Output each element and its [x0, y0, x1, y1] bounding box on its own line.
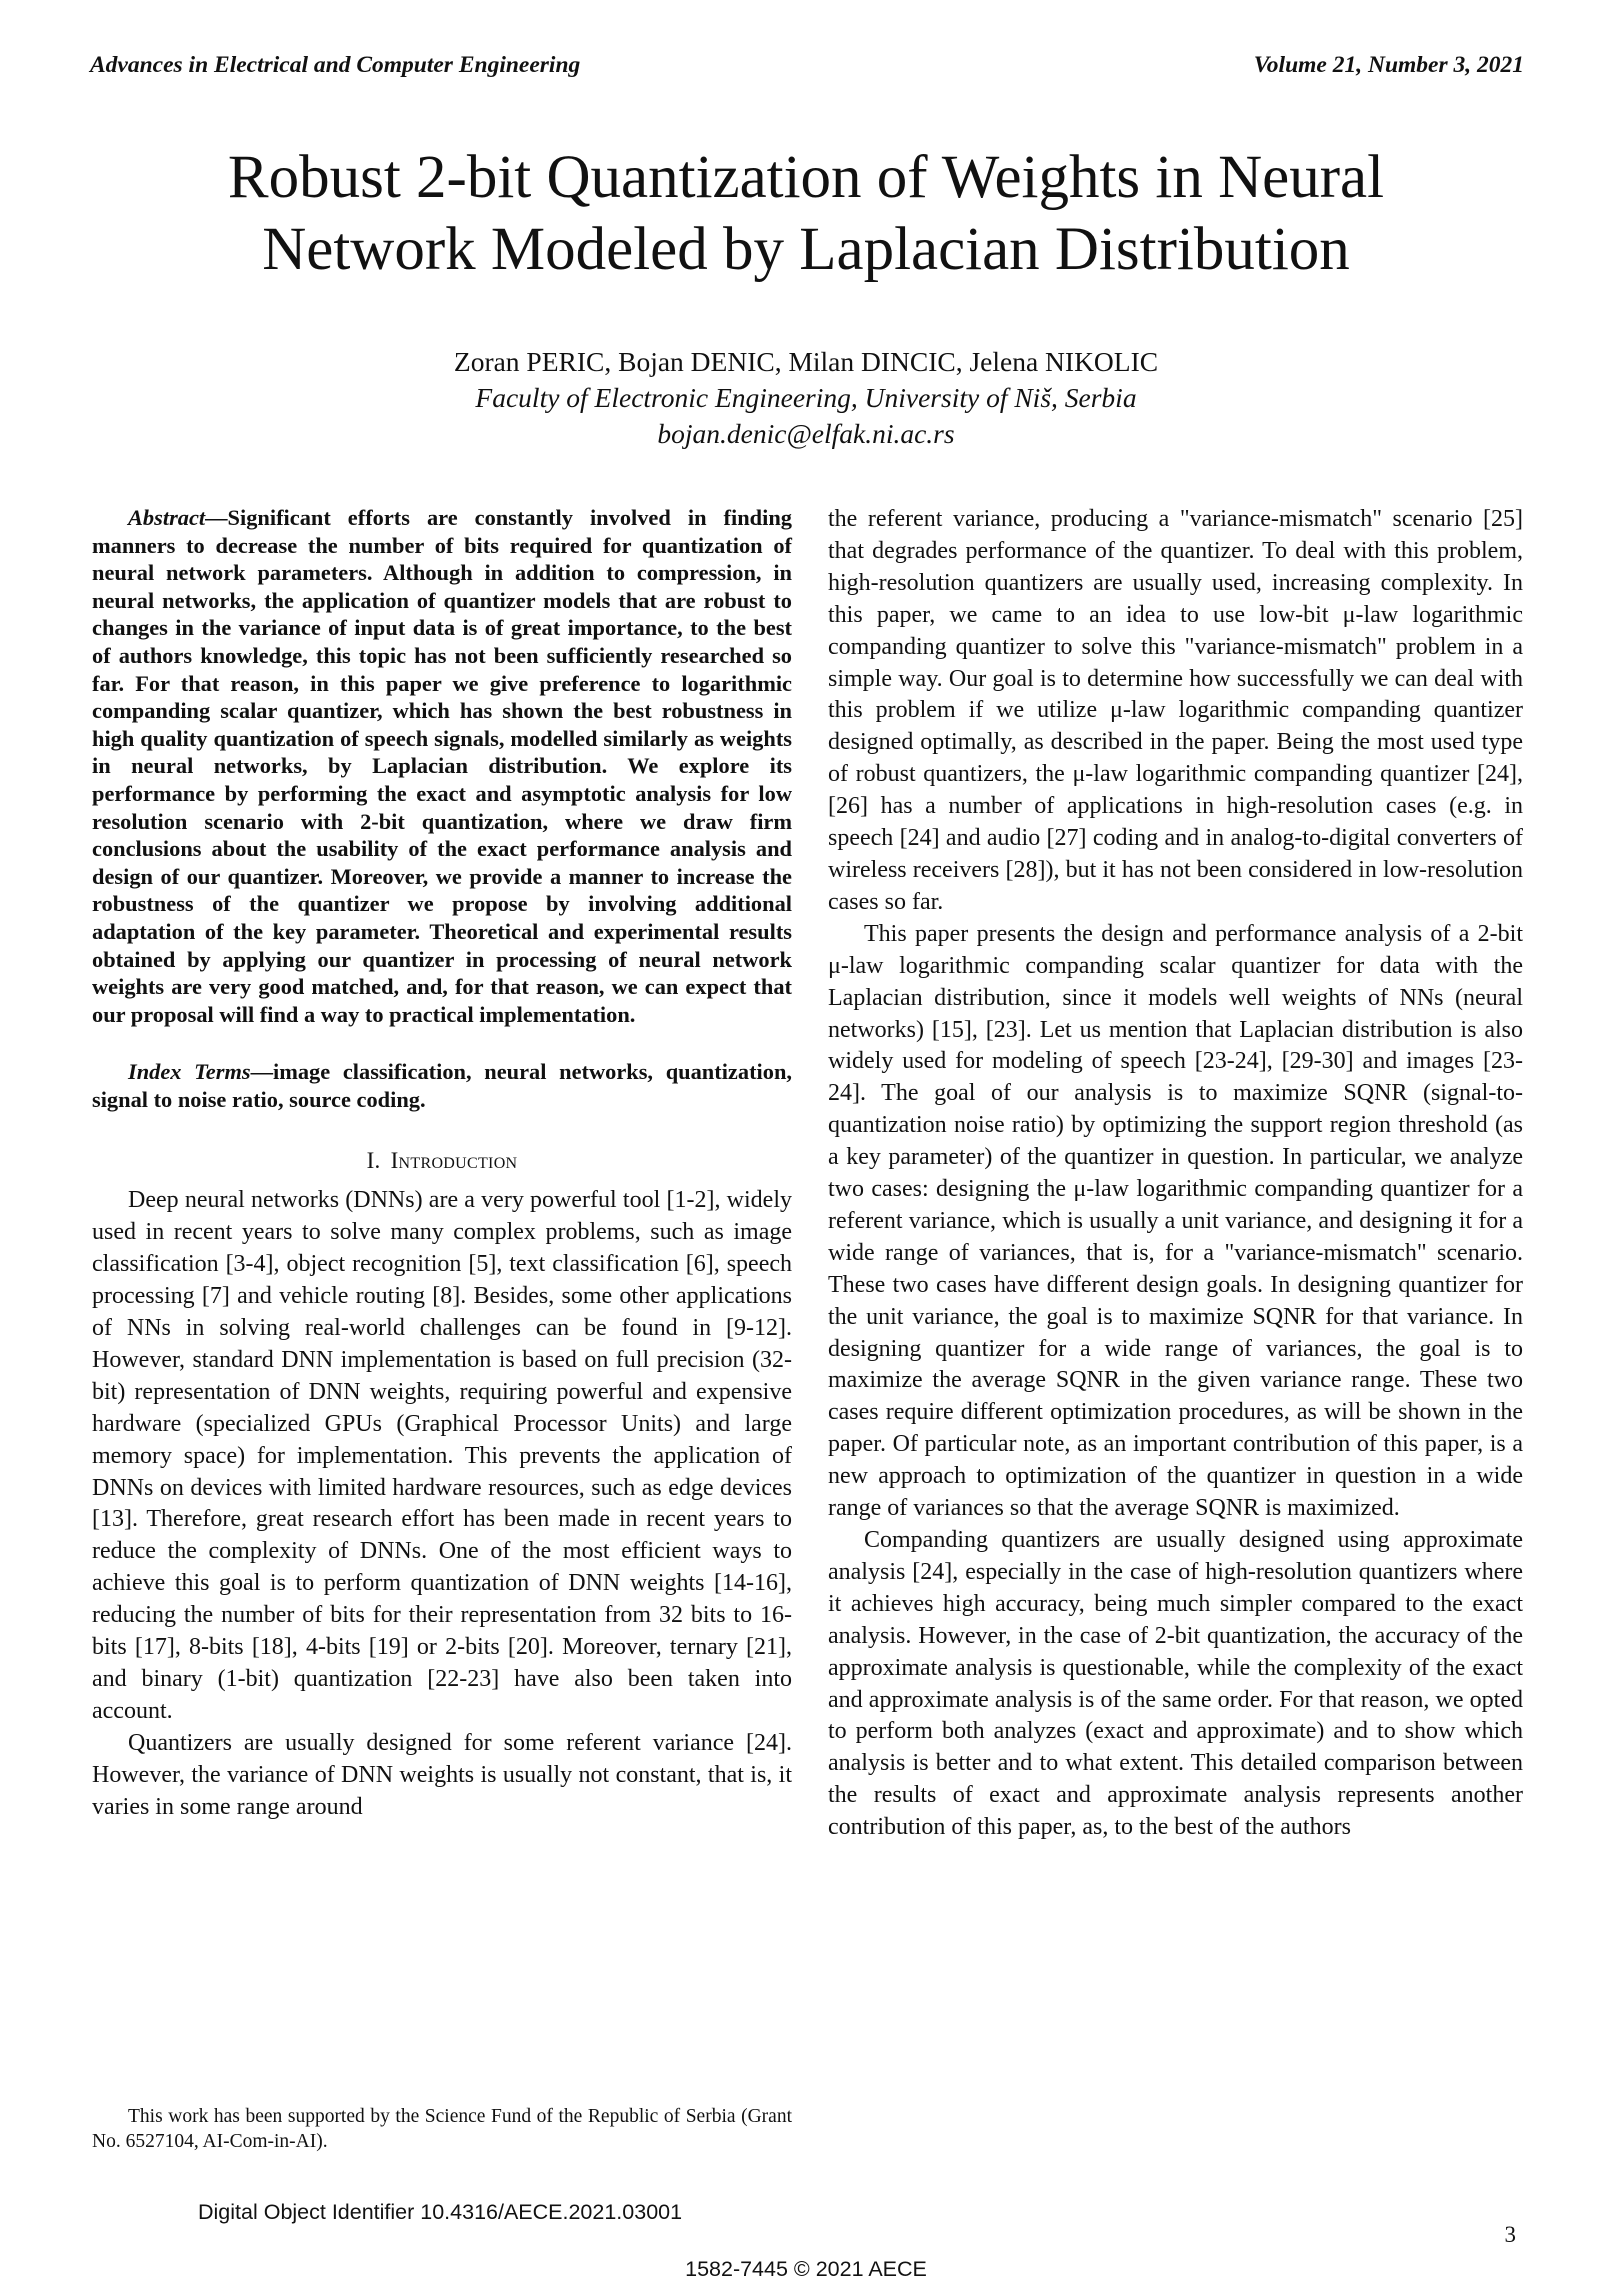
title-line-2: Network Modeled by Laplacian Distribution	[262, 216, 1350, 283]
right-paragraph-3: Companding quantizers are usually designed using approximate analysis [24], especially in the case of high-resolution quantizers where it achieves high accuracy, being much simpler compared to the exact analysis. However, in the case of 2-bit quantization, the accuracy of the approximate analysis is questionable, while the complexity of the exact and approximate analysis is of the same order. For that reason, we opted to perform both analyzes (exact and approximate) and to show which analysis is better and to what extent. This detailed comparison between the results of exact and approximate analysis represents another contribution of this paper, as, to the best of the authors	[828, 1527, 1523, 1841]
index-terms-label: Index Terms	[128, 1059, 251, 1085]
abstract-label: Abstract	[128, 505, 206, 530]
intro-paragraph-1: Deep neural networks (DNNs) are a very powerful tool [1-2], widely used in recent years to solve many complex problems, such as image classification [3-4], object recognition [5], text classification [6], speech processing [7] and vehicle routing [8]. Besides, some other applications of NNs in solving real-world challenges can be found in [9-12]. However, standard DNN implementation is based on full precision (32-bit) representation of DNN weights, requiring powerful and expensive hardware (specialized GPUs (Graphical Processor Units) and large memory space) for implementation. This prevents the application of DNNs on devices with limited hardware resources, such as edge devices [13]. Therefore, great research effort has been made in recent years to reduce the complexity of DNNs. One of the most efficient ways to achieve this goal is to perform quantization of DNN weights [14-16], reducing the number of bits for their representation from 32 bits to 16-bits [17], 8-bits [18], 4-bits [19] or 2-bits [20]. Moreover, ternary [21], and binary (1-bit) quantization [22-23] have also been taken into account.	[92, 1187, 792, 1724]
author-names: Zoran PERIC, Bojan DENIC, Milan DINCIC, Jelena NIKOLIC	[453, 346, 1159, 377]
author-block	[300, 344, 1312, 452]
index-terms	[92, 1058, 792, 1113]
index-terms-text: image classification, neural networks, quantization, signal to noise ratio, source coding.	[92, 1059, 792, 1112]
footnote-text: This work has been supported by the Science Fund of the Republic of Serbia (Grant No. 6527104, AI-Com-in-AI).	[92, 2106, 792, 2152]
author-affiliation: Faculty of Electronic Engineering, University of Niš, Serbia	[475, 382, 1137, 413]
section-numeral: I.	[366, 1148, 381, 1174]
intro-paragraph-2: Quantizers are usually designed for some referent variance [24]. However, the variance of DNN weights is usually not constant, that is, it varies in some range around	[92, 1729, 792, 1820]
volume-info: Volume 21, Number 3, 2021	[1253, 52, 1524, 78]
paper-title	[150, 142, 1462, 286]
abstract-dash: —	[205, 505, 228, 530]
doi: Digital Object Identifier 10.4316/AECE.2021.03001	[198, 2200, 683, 2224]
abstract	[92, 504, 792, 1028]
running-header	[90, 52, 1524, 84]
funding-footnote	[92, 2104, 792, 2154]
issn-copyright: 1582-7445 © 2021 AECE	[685, 2257, 927, 2281]
page-number: 3	[1504, 2222, 1516, 2247]
title-line-1: Robust 2-bit Quantization of Weights in Neural	[227, 144, 1385, 211]
author-email: bojan.denic@elfak.ni.ac.rs	[657, 418, 955, 449]
right-paragraph-2: This paper presents the design and performance analysis of a 2-bit μ-law logarithmic companding scalar quantizer for data with the Laplacian distribution, since it models well weights of NNs (neural networks) [15], [23]. Let us mention that Laplacian distribution is also widely used for modeling of speech [23-24], [29-30] and images [23-24]. The goal of our analysis is to maximize SQNR (signal-to-quantization noise ratio) by optimizing the support region threshold (as a key parameter) of the quantizer in question. In particular, we analyze two cases: designing the μ-law logarithmic companding quantizer for a referent variance, which is usually a unit variance, and designing it for a wide range of variances, that is, for a "variance-mismatch" scenario. These two cases have different design goals. In designing quantizer for the unit variance, the goal is to maximize SQNR for that variance. In designing quantizer for a wide range of variances, the goal is to maximize the average SQNR in the given variance range. These two cases require different optimization procedures, as will be shown in the paper. Of particular note, as an important contribution of this paper, is a new approach to optimization of the quantizer in question in a wide range of variances so that the average SQNR is maximized.	[828, 920, 1523, 1522]
section-title: Introduction	[390, 1148, 518, 1174]
left-column	[92, 504, 792, 1824]
index-terms-dash: —	[250, 1059, 273, 1085]
journal-name: Advances in Electrical and Computer Engineering	[90, 52, 581, 78]
right-paragraph-1: the referent variance, producing a "variance-mismatch" scenario [25] that degrades performance of the quantizer. To deal with this problem, high-resolution quantizers are usually used, increasing complexity. In this paper, we came to an idea to use low-bit μ-law logarithmic companding quantizer to solve this "variance-mismatch" problem in a simple way. Our goal is to determine how successfully we can deal with this problem if we utilize μ-law logarithmic companding quantizer designed optimally, as described in the paper. Being the most used type of robust quantizers, the μ-law logarithmic companding quantizer [24], [26] has a number of applications in high-resolution cases (e.g. in speech [24] and audio [27] coding and in analog-to-digital converters of wireless receivers [28]), but it has not been considered in low-resolution cases so far.	[828, 506, 1523, 915]
abstract-text: Significant efforts are constantly involved in finding manners to decrease the number of bits required for quantization of neural network parameters. Although in addition to compression, in neural networks, the application of quantizer models that are robust to changes in the variance of input data is of great importance, to the best of authors knowledge, this topic has not been sufficiently researched so far. For that reason, in this paper we give preference to logarithmic companding scalar quantizer, which has shown the best robustness in high quality quantization of speech signals, modelled similarly as weights in neural networks, by Laplacian distribution. We explore its performance by performing the exact and asymptotic analysis for low resolution scenario with 2-bit quantization, where we draw firm conclusions about the usability of the exact performance analysis and design of our quantizer. Moreover, we provide a manner to increase the robustness of the quantizer we propose by involving additional adaptation of the key parameter. Theoretical and experimental results obtained by applying our quantizer in processing of neural network weights are very good matched, and, for that reason, we can expect that our proposal will find a way to practical implementation.	[92, 505, 792, 1027]
right-column	[828, 504, 1523, 1844]
section-heading-introduction	[92, 1145, 792, 1177]
